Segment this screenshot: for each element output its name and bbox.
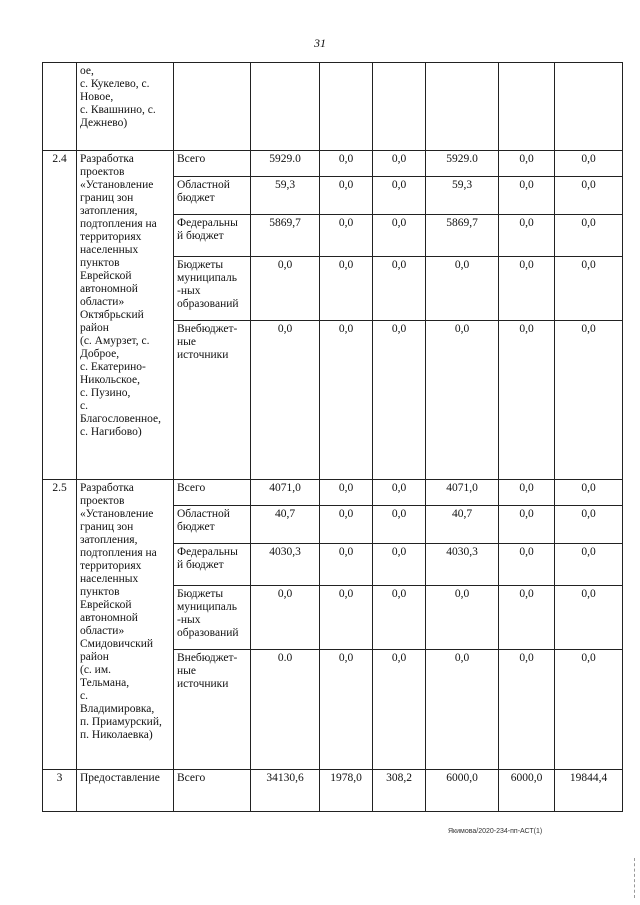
value-cell: 0,0 — [373, 151, 426, 177]
value-cell: 0,0 — [499, 321, 555, 480]
value-cell: 0,0 — [320, 257, 373, 321]
value-cell: 34130,6 — [251, 770, 320, 812]
value-cell: 0,0 — [555, 151, 623, 177]
value-cell: 0,0 — [426, 321, 499, 480]
funding-source: Бюджеты муниципаль -ных образований — [174, 586, 251, 650]
continuation-project-text: ое, с. Кукелево, с. Новое, с. Квашнино, с. Дежнево) — [77, 63, 174, 151]
value-cell: 4030,3 — [426, 544, 499, 586]
value-cell: 0.0 — [251, 650, 320, 770]
project-description: Предоставление — [77, 770, 174, 812]
value-cell: 4071,0 — [251, 480, 320, 506]
value-cell: 0,0 — [499, 586, 555, 650]
funding-source: Внебюджет- ные источники — [174, 321, 251, 480]
empty-cell — [174, 63, 251, 151]
value-cell: 308,2 — [373, 770, 426, 812]
funding-source: Областной бюджет — [174, 177, 251, 215]
empty-cell — [499, 63, 555, 151]
continuation-no-cell — [43, 63, 77, 151]
value-cell: 40,7 — [251, 506, 320, 544]
row-number: 2.4 — [43, 151, 77, 480]
value-cell: 0,0 — [555, 177, 623, 215]
document-footer-code: Якимова/2020-234-пп-АСТ(1) — [448, 828, 543, 835]
value-cell: 0,0 — [499, 506, 555, 544]
value-cell: 0,0 — [373, 650, 426, 770]
value-cell: 0,0 — [320, 650, 373, 770]
empty-cell — [426, 63, 499, 151]
value-cell: 0,0 — [499, 480, 555, 506]
page-edge-mark — [634, 858, 636, 898]
value-cell: 4071,0 — [426, 480, 499, 506]
value-cell: 5869,7 — [251, 215, 320, 257]
funding-source: Всего — [174, 151, 251, 177]
value-cell: 0,0 — [320, 215, 373, 257]
value-cell: 0,0 — [499, 151, 555, 177]
value-cell: 0,0 — [555, 215, 623, 257]
empty-cell — [320, 63, 373, 151]
value-cell: 0,0 — [373, 480, 426, 506]
value-cell: 1978,0 — [320, 770, 373, 812]
value-cell: 0,0 — [373, 321, 426, 480]
row-number: 2.5 — [43, 480, 77, 770]
page-number: 31 — [314, 36, 326, 50]
value-cell: 6000,0 — [499, 770, 555, 812]
value-cell: 0,0 — [320, 177, 373, 215]
value-cell: 0,0 — [555, 586, 623, 650]
value-cell: 0,0 — [555, 650, 623, 770]
funding-source: Бюджеты муниципаль -ных образований — [174, 257, 251, 321]
value-cell: 5869,7 — [426, 215, 499, 257]
funding-source: Всего — [174, 480, 251, 506]
value-cell: 0,0 — [373, 215, 426, 257]
value-cell: 0,0 — [373, 506, 426, 544]
value-cell: 0,0 — [373, 177, 426, 215]
value-cell: 0,0 — [555, 506, 623, 544]
value-cell: 0,0 — [499, 544, 555, 586]
funding-source: Федеральны й бюджет — [174, 544, 251, 586]
value-cell: 0,0 — [320, 506, 373, 544]
value-cell: 0,0 — [555, 544, 623, 586]
value-cell: 59,3 — [251, 177, 320, 215]
empty-cell — [555, 63, 623, 151]
value-cell: 0,0 — [251, 257, 320, 321]
value-cell: 0,0 — [320, 151, 373, 177]
value-cell: 40,7 — [426, 506, 499, 544]
value-cell: 0,0 — [320, 586, 373, 650]
value-cell: 0,0 — [320, 321, 373, 480]
value-cell: 5929.0 — [426, 151, 499, 177]
project-description: Разработка проектов «Установление границ зон затопления, подтопления на территориях населенных пунктов Еврейской автономной области» Смидовичский район (с. им. Тельмана, с. Владимировка, п. Приамурский, п. Николаевка) — [77, 480, 174, 770]
value-cell: 0,0 — [555, 321, 623, 480]
value-cell: 59,3 — [426, 177, 499, 215]
value-cell: 0,0 — [373, 544, 426, 586]
value-cell: 0,0 — [499, 215, 555, 257]
funding-source: Всего — [174, 770, 251, 812]
value-cell: 0,0 — [251, 586, 320, 650]
budget-table — [42, 62, 623, 812]
project-description: Разработка проектов «Установление границ зон затопления, подтопления на территориях населенных пунктов Еврейской автономной области» Октябрьский район (с. Амурзет, с. Доброе, с. Екатерино- Никольское, с. Пузино, с. Благословенное, с. Нагибово) — [77, 151, 174, 480]
empty-cell — [373, 63, 426, 151]
value-cell: 5929.0 — [251, 151, 320, 177]
empty-cell — [251, 63, 320, 151]
value-cell: 0,0 — [426, 257, 499, 321]
table-row — [43, 480, 623, 506]
value-cell: 0,0 — [320, 480, 373, 506]
table-row — [43, 770, 623, 812]
value-cell: 4030,3 — [251, 544, 320, 586]
value-cell: 0,0 — [555, 480, 623, 506]
value-cell: 0,0 — [426, 586, 499, 650]
funding-source: Федеральны й бюджет — [174, 215, 251, 257]
table-row — [43, 151, 623, 177]
funding-source: Областной бюджет — [174, 506, 251, 544]
value-cell: 6000,0 — [426, 770, 499, 812]
continuation-row — [43, 63, 623, 151]
value-cell: 0,0 — [555, 257, 623, 321]
value-cell: 0,0 — [251, 321, 320, 480]
value-cell: 0,0 — [373, 257, 426, 321]
value-cell: 0,0 — [499, 650, 555, 770]
funding-source: Внебюджет- ные источники — [174, 650, 251, 770]
value-cell: 0,0 — [499, 177, 555, 215]
value-cell: 0,0 — [426, 650, 499, 770]
value-cell: 0,0 — [373, 586, 426, 650]
value-cell: 0,0 — [320, 544, 373, 586]
value-cell: 0,0 — [499, 257, 555, 321]
row-number: 3 — [43, 770, 77, 812]
value-cell: 19844,4 — [555, 770, 623, 812]
